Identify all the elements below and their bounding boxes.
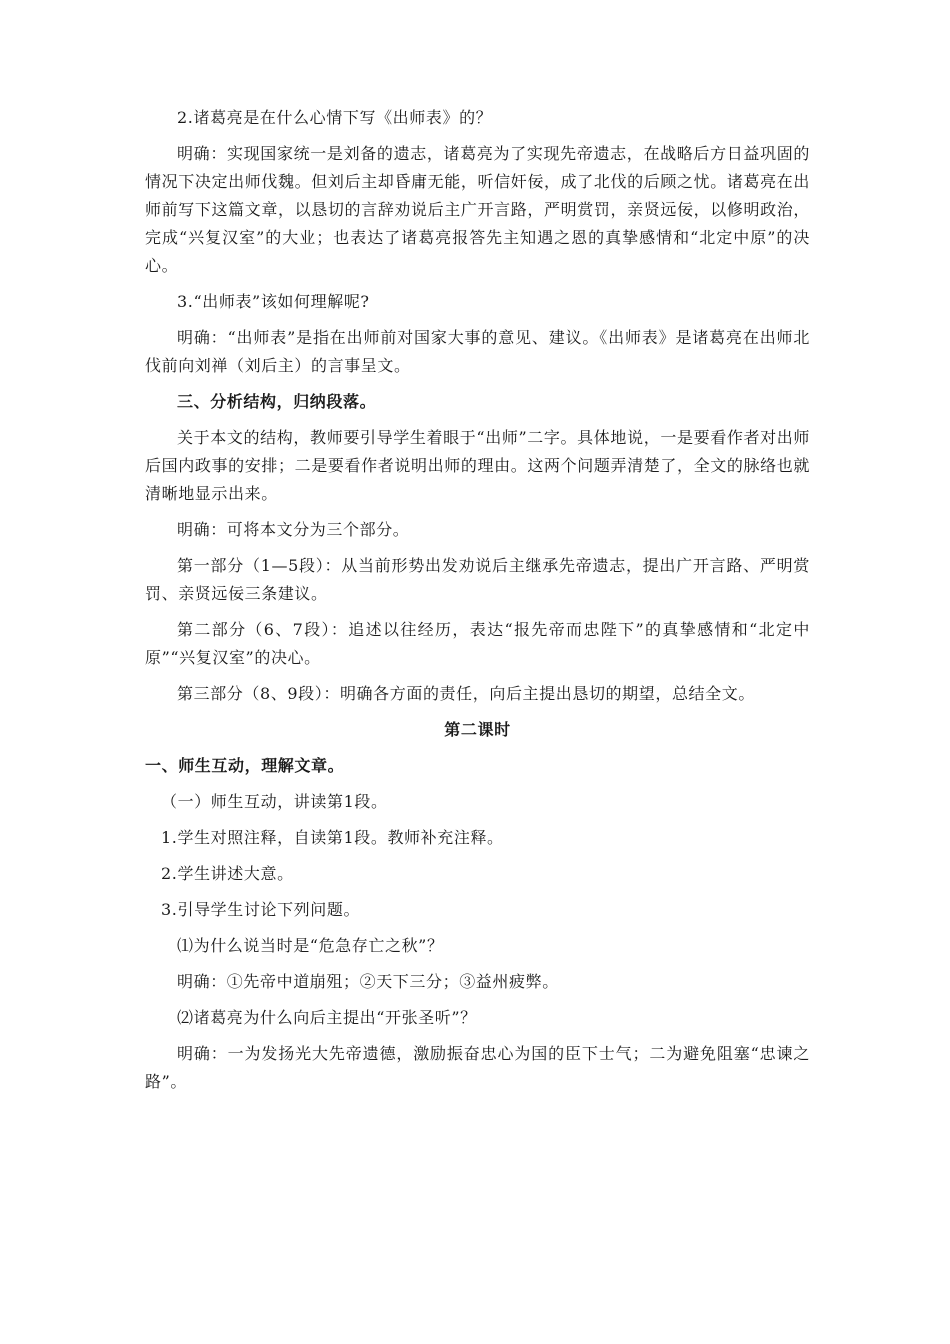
answer-2: 明确：实现国家统一是刘备的遗志，诸葛亮为了实现先帝遗志，在战略后方日益巩固的情况下决定出师伐魏。但刘后主却昏庸无能，听信奸佞，成了北伐的后顾之忧。诸葛亮在出师前写下这篇文章，以恳切的言辞劝说后主广开言路，严明赏罚，亲贤远佞，以修明政治，完成“兴复汉室”的大业；也表达了诸葛亮报答先主知遇之恩的真挚感情和“北定中原”的决心。 — [145, 144, 810, 275]
question-2: 2.诸葛亮是在什么心情下写《出师表》的？ — [177, 108, 493, 127]
discussion-question-2: ⑵诸葛亮为什么向后主提出“开张圣听”？ — [177, 1008, 477, 1027]
part-one: 第一部分（1—5段）：从当前形势出发劝说后主继承先帝遗志，提出广开言路、严明赏罚、亲贤远佞三条建议。 — [145, 556, 810, 603]
document-page — [145, 104, 810, 1104]
discussion-answer-1: 明确：①先帝中道崩殂；②天下三分；③益州疲弊。 — [177, 972, 559, 991]
structure-intro: 关于本文的结构，教师要引导学生着眼于“出师”二字。具体地说，一是要看作者对出师后国内政事的安排；二是要看作者说明出师的理由。这两个问题弄清楚了，全文的脉络也就清晰地显示出来。 — [145, 428, 810, 503]
discussion-answer-2: 明确：一为发扬光大先帝遗德，激励振奋忠心为国的臣下士气；二为避免阻塞“忠谏之路”。 — [145, 1044, 810, 1091]
instruction-1: 1.学生对照注释，自读第1段。教师补充注释。 — [161, 828, 504, 847]
answer-3: 明确：“出师表”是指在出师前对国家大事的意见、建议。《出师表》是诸葛亮在出师北伐前向刘禅（刘后主）的言事呈文。 — [145, 328, 810, 375]
section-heading-structure: 三、分析结构，归纳段落。 — [177, 392, 377, 411]
instruction-2: 2.学生讲述大意。 — [161, 864, 294, 883]
part-two: 第二部分（6、7段）：追述以往经历，表达“报先帝而忠陛下”的真挚感情和“北定中原”“兴复汉室”的决心。 — [145, 620, 810, 667]
discussion-question-1: ⑴为什么说当时是“危急存亡之秋”？ — [177, 936, 444, 955]
instruction-3: 3.引导学生讨论下列问题。 — [161, 900, 361, 919]
structure-answer: 明确：可将本文分为三个部分。 — [177, 520, 410, 539]
question-3: 3.“出师表”该如何理解呢? — [177, 292, 370, 311]
section-heading-interaction: 一、师生互动，理解文章。 — [145, 756, 345, 775]
part-three: 第三部分（8、9段）：明确各方面的责任，向后主提出恳切的期望，总结全文。 — [177, 684, 755, 703]
subsection-one: （一）师生互动，讲读第1段。 — [161, 792, 388, 811]
lesson-two-title: 第二课时 — [444, 720, 511, 739]
